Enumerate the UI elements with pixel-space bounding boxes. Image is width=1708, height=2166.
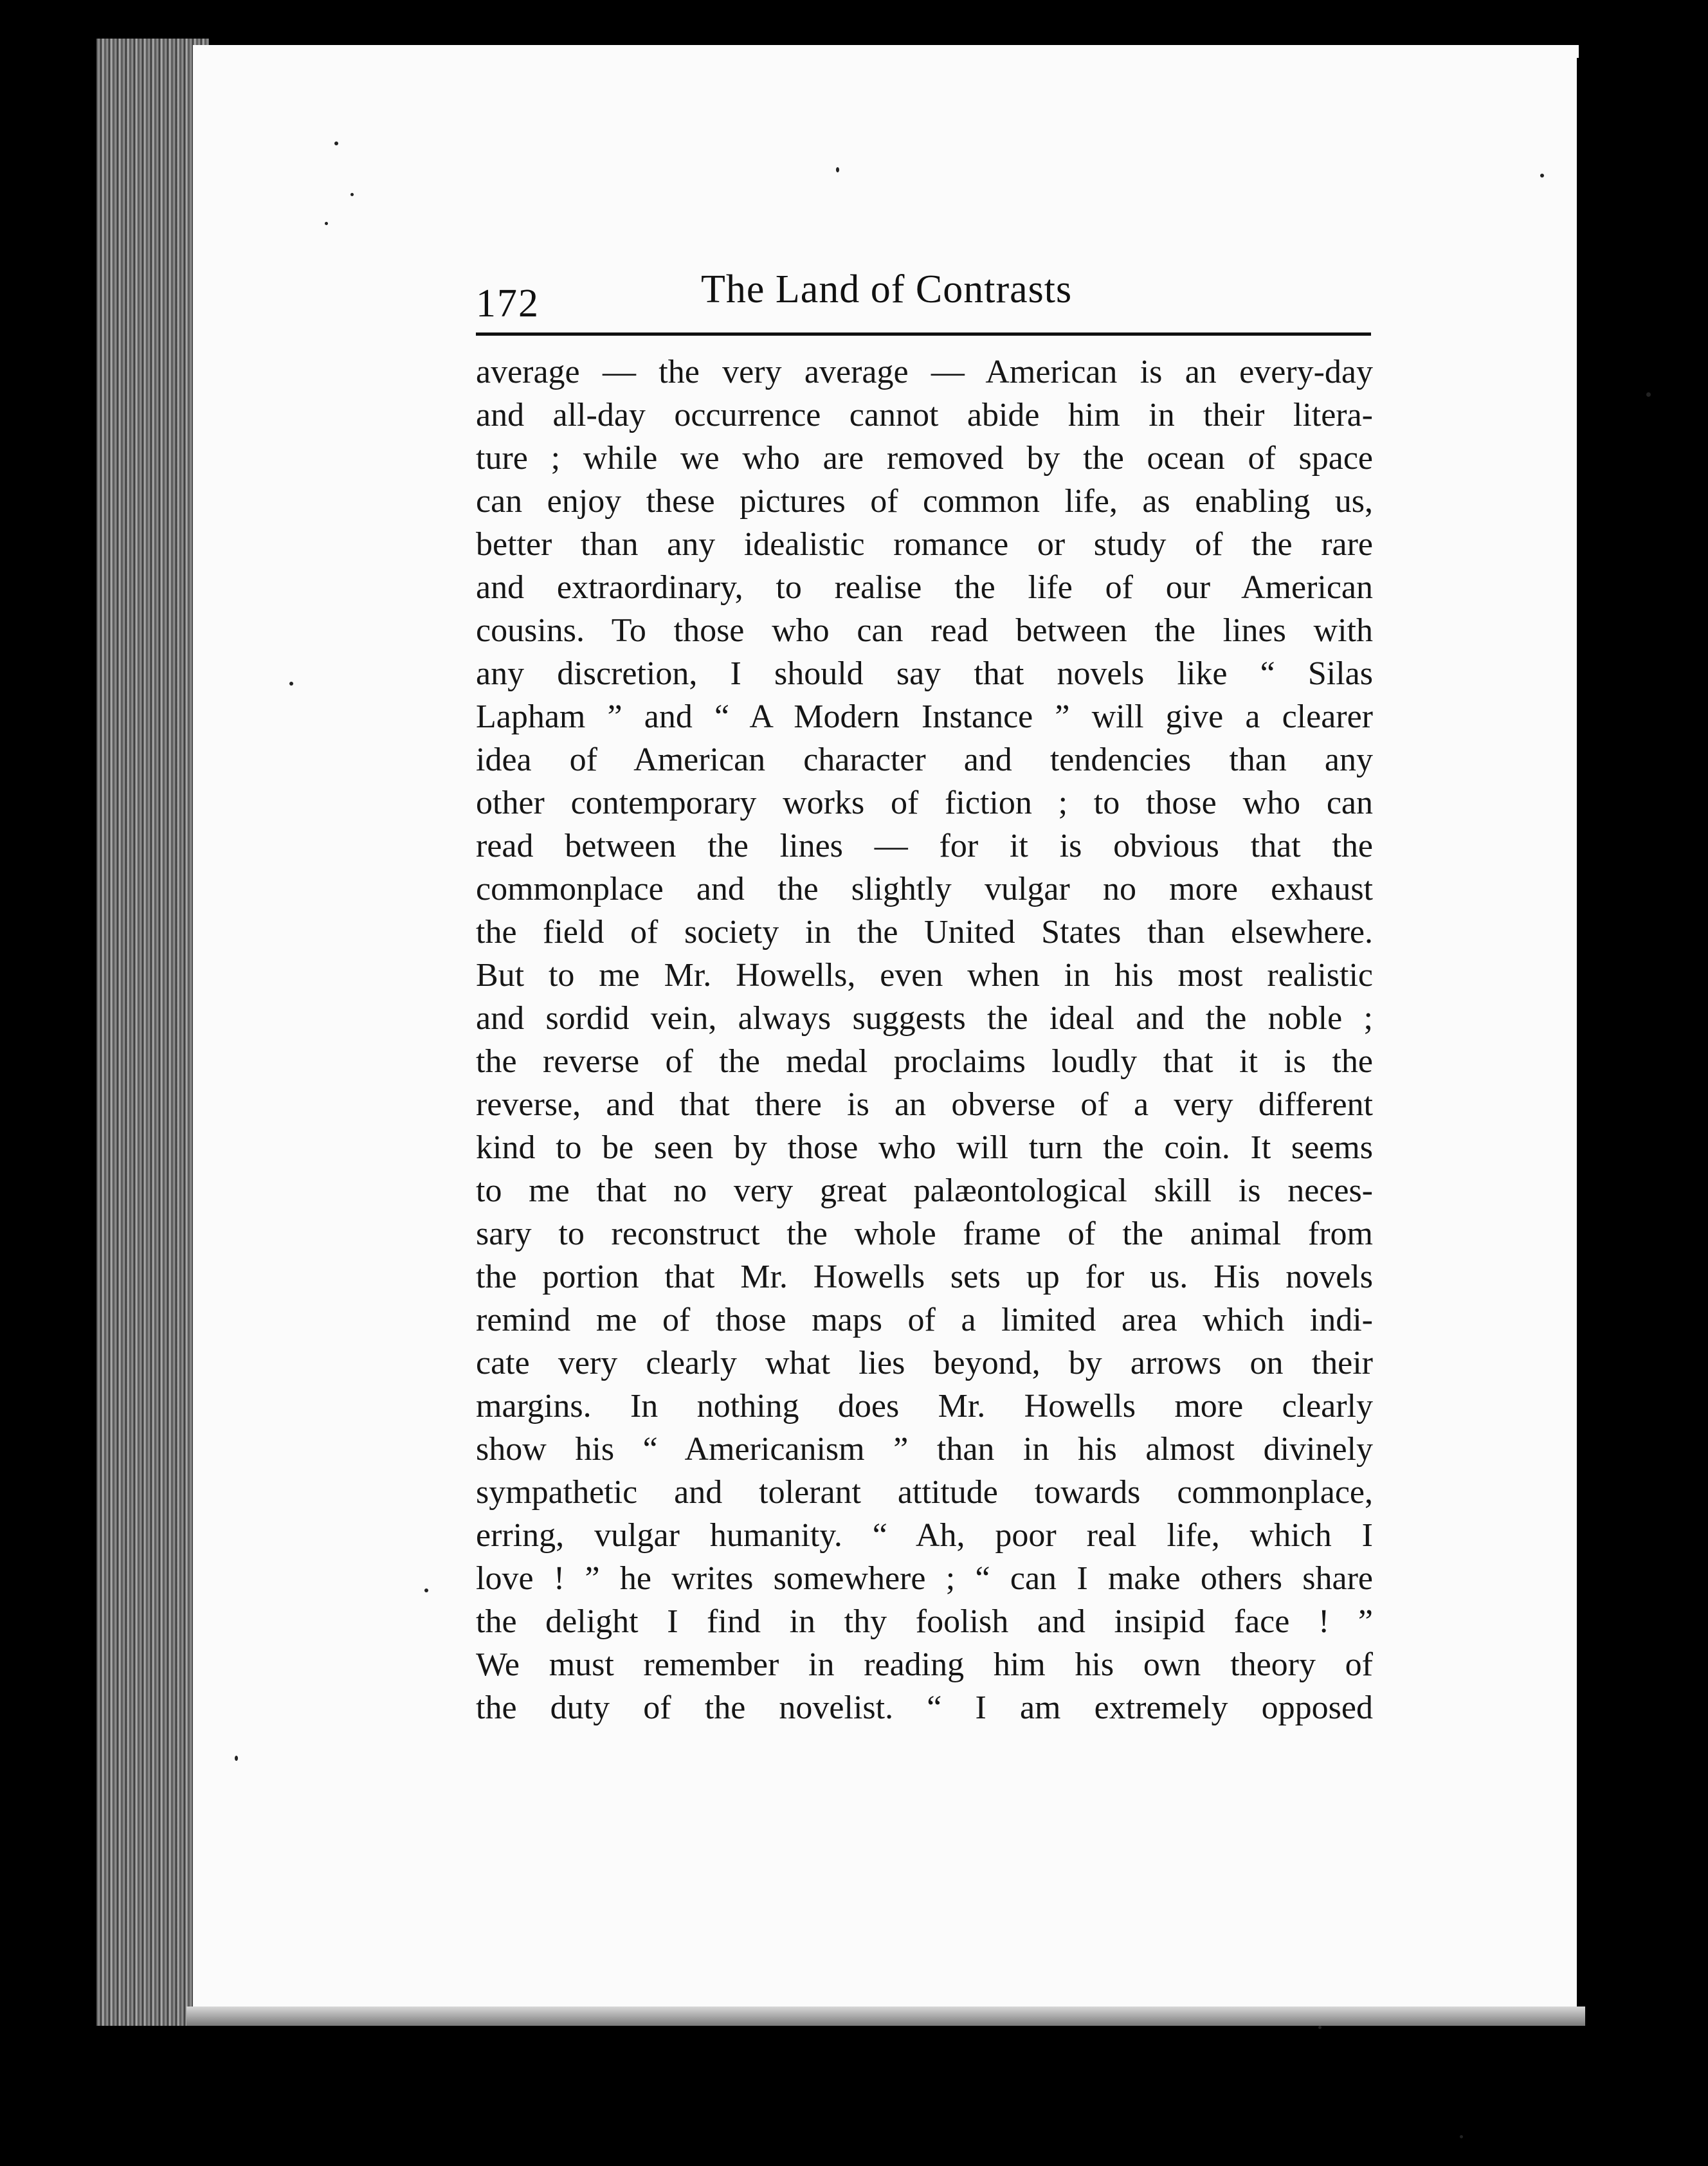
text-line: the duty of the novelist. “ I am extremely opposed: [476, 1689, 1373, 1726]
text-line: kind to be seen by those who will turn the coin. It seems: [476, 1129, 1373, 1166]
text-line: other contemporary works of fiction ; to those who can: [476, 785, 1373, 821]
text-line: the reverse of the medal proclaims loudly that it is the: [476, 1043, 1373, 1080]
text-line: the portion that Mr. Howells sets up for us. His novels: [476, 1259, 1373, 1295]
text-line: and extraordinary, to realise the life of our American: [476, 569, 1373, 606]
text-line: ture ; while we who are removed by the ocean of space: [476, 440, 1373, 477]
text-line: better than any idealistic romance or study of the rare: [476, 526, 1373, 563]
text-line: and all-day occurrence cannot abide him in their litera-: [476, 397, 1373, 433]
text-line: average — the very average — American is an every-day: [476, 354, 1373, 390]
text-line: idea of American character and tendencies than any: [476, 742, 1373, 778]
text-line: cate very clearly what lies beyond, by arrows on their: [476, 1345, 1373, 1381]
text-line: reverse, and that there is an obverse of a very different: [476, 1086, 1373, 1123]
text-line: erring, vulgar humanity. “ Ah, poor real life, which I: [476, 1517, 1373, 1554]
running-title: The Land of Contrasts: [701, 268, 1073, 311]
page-number: 172: [476, 282, 540, 325]
text-line: sympathetic and tolerant attitude towards commonplace,: [476, 1474, 1373, 1511]
text-line: to me that no very great palæontological skill is neces-: [476, 1172, 1373, 1209]
text-line: But to me Mr. Howells, even when in his most realistic: [476, 957, 1373, 994]
text-line: Lapham ” and “ A Modern Instance ” will give a clearer: [476, 698, 1373, 735]
text-line: read between the lines — for it is obvious that the: [476, 828, 1373, 864]
text-line: commonplace and the slightly vulgar no more exhaust: [476, 871, 1373, 907]
text-line: love ! ” he writes somewhere ; “ can I make others share: [476, 1560, 1373, 1597]
text-line: remind me of those maps of a limited area which indi-: [476, 1302, 1373, 1338]
running-head: [476, 267, 1370, 331]
text-line: show his “ Americanism ” than in his almost divinely: [476, 1431, 1373, 1468]
text-line: sary to reconstruct the whole frame of the animal from: [476, 1215, 1373, 1252]
text-line: and sordid vein, always suggests the ideal and the noble ;: [476, 1000, 1373, 1037]
page-right-border: [1577, 58, 1585, 2026]
text-line: cousins. To those who can read between the lines with: [476, 612, 1373, 649]
text-line: the delight I find in thy foolish and insipid face ! ”: [476, 1603, 1373, 1640]
page-bottom-edge: [186, 2007, 1585, 2026]
body-text: [476, 350, 1373, 1729]
header-rule: [476, 332, 1371, 336]
text-line: the field of society in the United States than elsewhere.: [476, 914, 1373, 951]
text-line: can enjoy these pictures of common life, as enabling us,: [476, 483, 1373, 520]
text-line: margins. In nothing does Mr. Howells more clearly: [476, 1388, 1373, 1424]
text-line: any discretion, I should say that novels like “ Silas: [476, 655, 1373, 692]
text-line: We must remember in reading him his own theory of: [476, 1646, 1373, 1683]
book-page-edges: [96, 39, 209, 2026]
